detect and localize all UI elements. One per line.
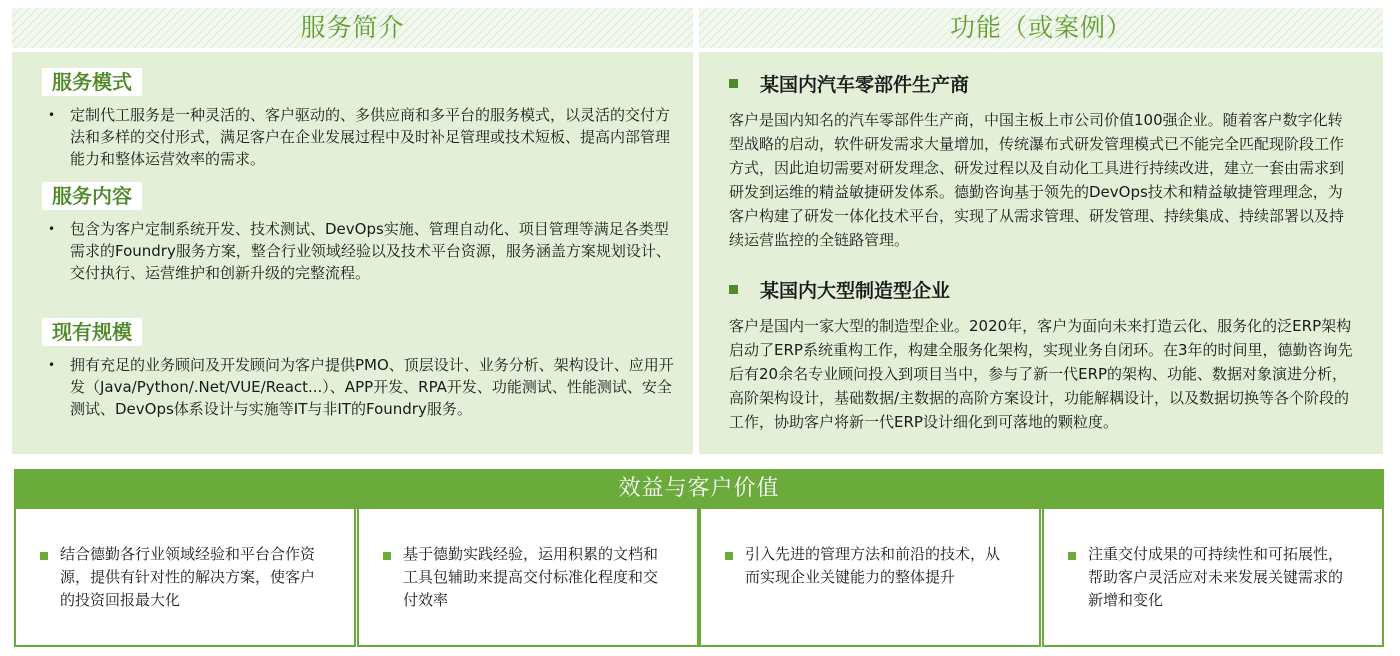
case-body: 客户是国内知名的汽车零部件生产商，中国主板上市公司价值100强企业。随着客户数字化转型战略的启动，软件研发需求大量增加，传统瀑布式研发管理模式已不能完全匹配现阶段工作方式，因此迫切需要对研发理念、研发过程以及自动化工具进行持续改进，建立一套由需求到研发到运维的精益敏捷研发体系。德勤咨询基于领先的DevOps技术和精益敏捷管理理念，为客户构建了研发一体化技术平台，实现了从需求管理、研发管理、持续集成、持续部署以及持续运营监控的全链路管理。: [729, 111, 1345, 249]
service-content-tag: 服务内容: [42, 182, 142, 210]
cases-panel: [699, 52, 1383, 454]
benefit-text: 注重交付成果的可持续性和可拓展性，帮助客户灵活应对未来发展关键需求的新增和变化: [1088, 545, 1344, 609]
benefit-text: 引入先进的管理方法和前沿的技术，从而实现企业关键能力的整体提升: [745, 545, 1001, 586]
case-title: 某国内汽车零部件生产商: [760, 73, 970, 96]
benefit-card: [699, 509, 1041, 647]
current-scale-text: 拥有充足的业务顾问及开发顾问为客户提供PMO、顶层设计、业务分析、架构设计、应用开发（Java/Python/.Net/VUE/React...）、APP开发、RPA开发、功能测试、性能测试、安全测试、DevOps体系设计与实施等IT与非IT的Foundry服务。: [70, 356, 674, 418]
benefits-header: [14, 469, 1384, 509]
case-title: 某国内大型制造型企业: [760, 279, 951, 302]
case-heading: [729, 276, 950, 302]
case-body: 客户是国内一家大型的制造型企业。2020年，客户为面向未来打造云化、服务化的泛ERP架构启动了ERP系统重构工作，构建全服务化架构，实现业务自闭环。在3年的时间里，德勤咨询先后有20余名专业顾问投入到项目当中，参与了新一代ERP的架构、功能、数据对象演进分析，高阶架构设计，基础数据/主数据的高阶方案设计，功能解耦设计，以及数据切换等各个阶段的工作，协助客户将新一代ERP设计细化到可落地的颗粒度。: [729, 317, 1353, 431]
benefit-card: [1042, 509, 1384, 647]
current-scale-tag: 现有规模: [42, 318, 142, 346]
benefit-text: 结合德勤各行业领域经验和平台合作资源，提供有针对性的解决方案，使客户的投资回报最大化: [60, 545, 316, 609]
service-content-text: 包含为客户定制系统开发、技术测试、DevOps实施、管理自动化、项目管理等满足各类型需求的Foundry服务方案，整合行业领域经验以及技术平台资源，服务涵盖方案规划设计、交付执行、运营维护和创新升级的完整流程。: [70, 220, 671, 282]
service-intro-title: 服务简介: [300, 13, 405, 42]
service-intro-header: [12, 8, 693, 48]
square-bullet-icon: [1068, 552, 1076, 560]
function-cases-header: [699, 8, 1383, 48]
benefits-title: 效益与客户价值: [618, 476, 780, 501]
service-intro-panel: [12, 52, 693, 454]
benefit-text: 基于德勤实践经验，运用积累的文档和工具包辅助来提高交付标准化程度和交付效率: [403, 545, 659, 609]
square-bullet-icon: [729, 79, 738, 88]
benefit-card: [14, 509, 356, 647]
square-bullet-icon: [725, 552, 733, 560]
bullet-dot: •: [48, 108, 56, 122]
service-mode-text: 定制代工服务是一种灵活的、客户驱动的、多供应商和多平台的服务模式，以灵活的交付方法和多样的交付形式，满足客户在企业发展过程中及时补足管理或技术短板、提高内部管理能力和整体运营效率的需求。: [70, 106, 671, 168]
case-heading: [729, 70, 969, 96]
function-cases-title: 功能（或案例）: [949, 13, 1132, 42]
square-bullet-icon: [40, 552, 48, 560]
service-mode-tag: 服务模式: [42, 68, 142, 96]
bullet-dot: •: [48, 358, 56, 372]
square-bullet-icon: [729, 285, 738, 294]
benefit-card: [357, 509, 699, 647]
square-bullet-icon: [383, 552, 391, 560]
bullet-dot: •: [48, 222, 56, 236]
